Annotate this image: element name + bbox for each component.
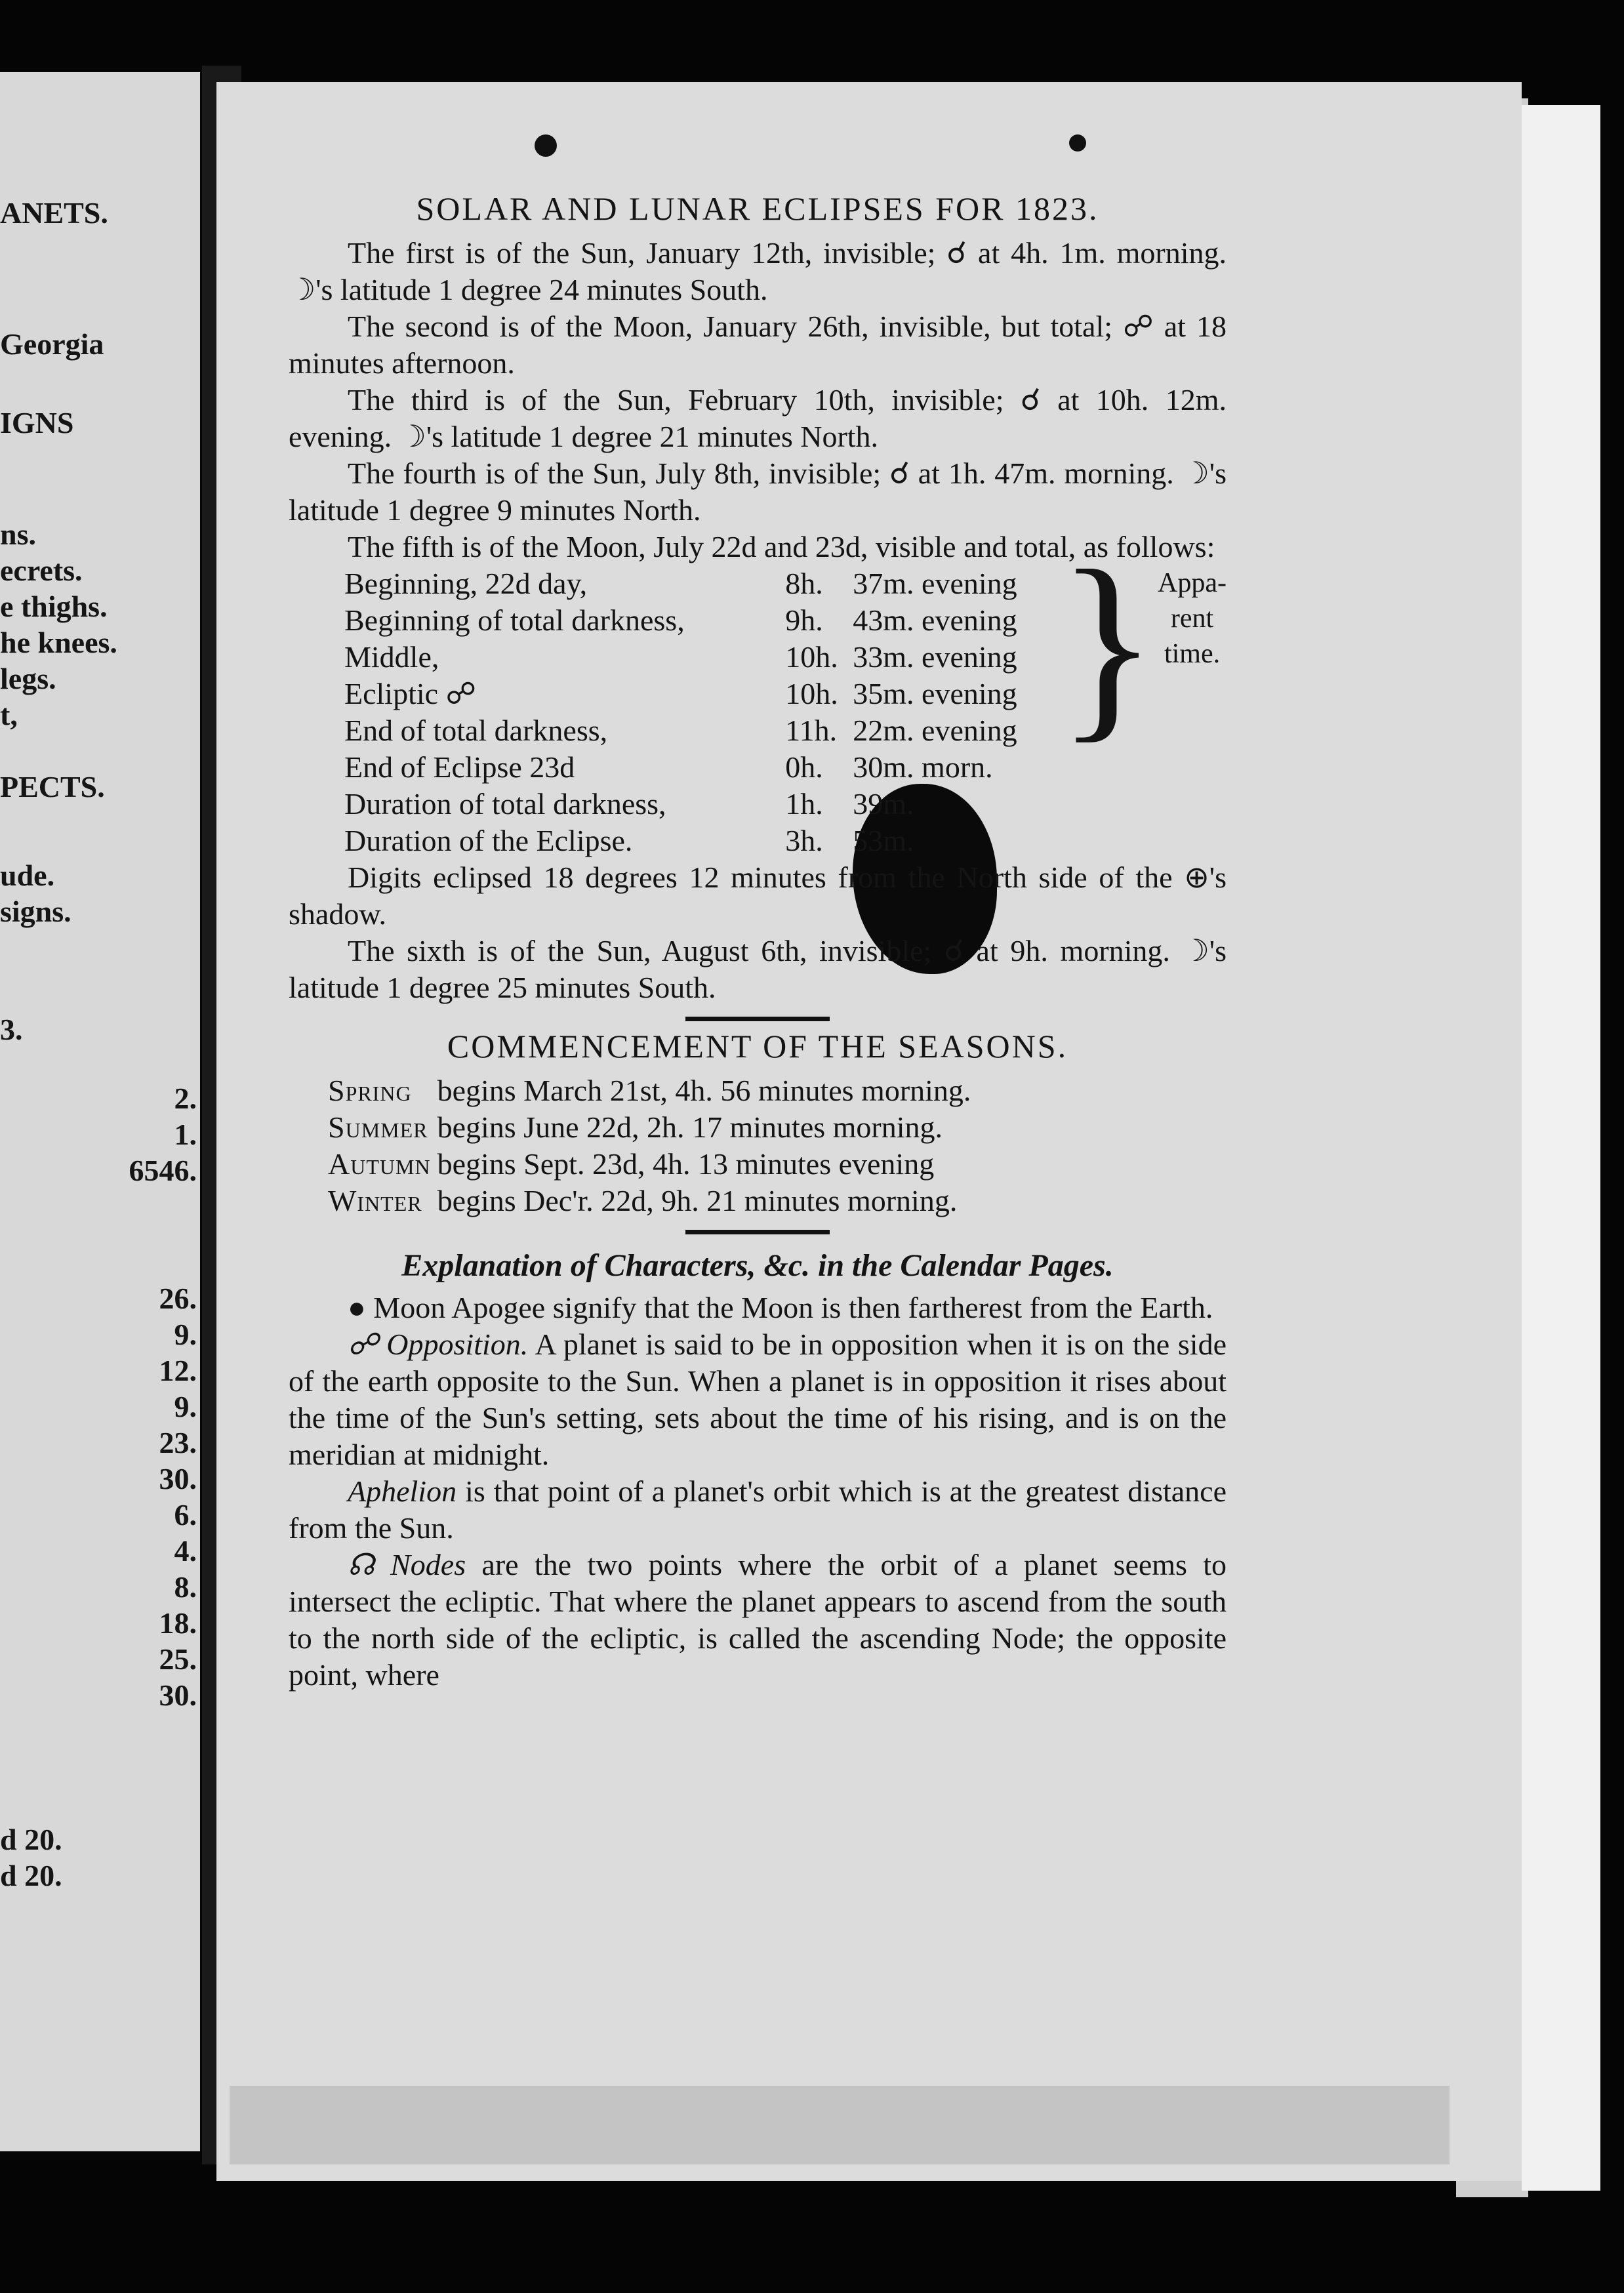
left-page-text: ANETS. [0,196,108,230]
eclipse-paragraph: The second is of the Moon, January 26th, invisible, but total; ☍ at 18 minutes afternoon. [289,310,1227,380]
left-page-text: 6. [174,1498,197,1532]
season-row [328,1072,977,1109]
eclipse-min-cell: 22m. evening [853,714,1017,747]
divider [685,1017,830,1021]
eclipse-min-cell: 30m. morn. [853,750,993,784]
eclipse-min-cell: 53m. [853,824,914,857]
season-name: Summer [328,1110,428,1144]
eclipse-event-cell: Duration of total darkness, [344,787,666,821]
eclipse-event-cell: Ecliptic ☍ [344,677,477,710]
left-page-text: 30. [159,1462,197,1495]
apparent-time-text: Appa- [1158,568,1227,598]
eclipse-paragraph: The fourth is of the Sun, July 8th, invisible; ☌ at 1h. 47m. morning. ☽'s latitude 1 degree 9 minutes North. [289,457,1227,527]
left-page-text: 6546. [129,1154,197,1187]
nodes-term: ☊ Nodes [348,1548,466,1581]
page-text [289,190,1227,1694]
page-bottom-edge [230,2086,1450,2164]
eclipse-min-cell: 33m. evening [853,640,1017,674]
eclipse-hour-cell: 1h. [785,787,823,821]
left-page-text: d 20. [0,1859,62,1892]
left-page-text: d 20. [0,1823,62,1856]
explanation-heading: Explanation of Characters, &c. in the Calendar Pages. [401,1248,1114,1283]
season-name: Spring [328,1074,412,1107]
seasons-table [328,1072,977,1219]
left-page-fragment [0,72,200,2151]
season-row [328,1146,977,1183]
apparent-time-note [1158,565,1227,786]
eclipse-event-cell: Duration of the Eclipse. [344,824,633,857]
apparent-time-text: rent [1170,603,1214,634]
left-page-text: 8. [174,1570,197,1604]
eclipse-paragraph: The third is of the Sun, February 10th, invisible; ☌ at 10h. 12m. evening. ☽'s latitude 1 degree 21 minutes North. [289,383,1227,453]
opposition-term: ☍ Opposition. [348,1328,529,1361]
season-detail: begins June 22d, 2h. 17 minutes morning. [437,1110,943,1144]
left-page-text: 30. [159,1678,197,1712]
aphelion-term: Aphelion [348,1474,457,1508]
season-detail: begins Dec'r. 22d, 9h. 21 minutes morning. [437,1184,958,1217]
eclipse-min-cell: 43m. evening [853,603,1017,637]
left-page-text: signs. [0,895,71,928]
eclipse-min-cell: 39m. [853,787,914,821]
apparent-time-text: time. [1164,639,1221,669]
left-page-text: IGNS [0,406,74,439]
eclipse-paragraph: The fifth is of the Moon, July 22d and 23d, visible and total, as follows: [348,530,1215,563]
seasons-title: COMMENCEMENT OF THE SEASONS. [447,1028,1068,1065]
left-page-text: t, [0,698,18,731]
binding-hole [535,134,557,157]
left-page-text: 1. [174,1118,197,1151]
eclipse-min-cell: 35m. evening [853,677,1017,710]
eclipse-event-cell: Beginning of total darkness, [344,603,685,637]
eclipse-hour-cell: 11h. [785,714,838,747]
season-detail: begins March 21st, 4h. 56 minutes morning. [437,1074,971,1107]
left-page-text: Georgia [0,327,104,361]
season-row [328,1183,977,1219]
eclipse-hour-cell: 9h. [785,603,823,637]
eclipse-hour-cell: 0h. [785,750,823,784]
season-name: Autumn [328,1147,431,1181]
eclipse-hour-cell: 10h. [785,677,838,710]
opposition-paragraph: ☍ Opposition. A planet is said to be in opposition when it is on the side of the earth opposite to the Sun. When a planet is in opposition it rises about the time of the Sun's setting, sets about the time of his rising, and is on the meridian at midnight. [289,1328,1227,1471]
season-name: Winter [328,1184,422,1217]
table-row [344,565,1227,602]
eclipse-hour-cell: 10h. [785,640,838,674]
moon-apogee-icon: ● [348,1291,366,1324]
left-page-text: 2. [174,1082,197,1115]
binding-hole [1069,134,1086,152]
nodes-paragraph: ☊ Nodes are the two points where the orbit of a planet seems to intersect the ecliptic. That where the planet appears to ascend from the south to the north side of the ecliptic, is called the ascending Node; the opposite point, where [289,1548,1227,1692]
left-page-text: 9. [174,1390,197,1423]
left-page-text: PECTS. [0,770,105,803]
aphelion-paragraph: Aphelion is that point of a planet's orbit which is at the greatest distance from the Sun. [289,1474,1227,1545]
eclipse-paragraph: The first is of the Sun, January 12th, invisible; ☌ at 4h. 1m. morning. ☽'s latitude 1 degree 24 minutes South. [289,236,1227,306]
eclipse-event-cell: Middle, [344,640,439,674]
left-page-text: 23. [159,1426,197,1459]
eclipses-title: SOLAR AND LUNAR ECLIPSES FOR 1823. [416,190,1099,227]
season-row [328,1109,977,1146]
eclipse-min-cell: 37m. evening [853,567,1017,600]
left-page-text: ecrets. [0,554,83,587]
season-detail: begins Sept. 23d, 4h. 13 minutes evening [437,1147,935,1181]
left-page-text: e thighs. [0,590,108,623]
eclipse-hour-cell: 8h. [785,567,823,600]
eclipse-paragraph: The sixth is of the Sun, August 6th, invisible; ☌ at 9h. morning. ☽'s latitude 1 degree 25 minutes South. [289,934,1227,1004]
table-row [344,786,1227,822]
left-page-text: 9. [174,1318,197,1351]
bracket-icon: } [1057,528,1158,760]
eclipse-paragraph: Digits eclipsed 18 degrees 12 minutes from the North side of the ⊕'s shadow. [289,861,1227,931]
left-page-text: ns. [0,517,36,551]
table-row [344,822,1227,859]
eclipse-event-cell: End of total darkness, [344,714,608,747]
eclipse-event-cell: Beginning, 22d day, [344,567,588,600]
divider [685,1230,830,1234]
left-page-text: ude. [0,859,55,892]
eclipse-hour-cell: 3h. [785,824,823,857]
eclipse-event-cell: End of Eclipse 23d [344,750,575,784]
left-page-text: 12. [159,1354,197,1387]
left-page-text: 26. [159,1282,197,1315]
left-page-text: legs. [0,662,56,695]
page-edge [1522,105,1600,2191]
left-page-text: 18. [159,1606,197,1640]
apogee-paragraph: ● Moon Apogee signify that the Moon is then fartherest from the Earth. [348,1291,1213,1324]
left-page-text: he knees. [0,626,117,659]
left-page-text: 3. [0,1013,23,1046]
left-page-text: 4. [174,1534,197,1568]
left-page-text: 25. [159,1642,197,1676]
